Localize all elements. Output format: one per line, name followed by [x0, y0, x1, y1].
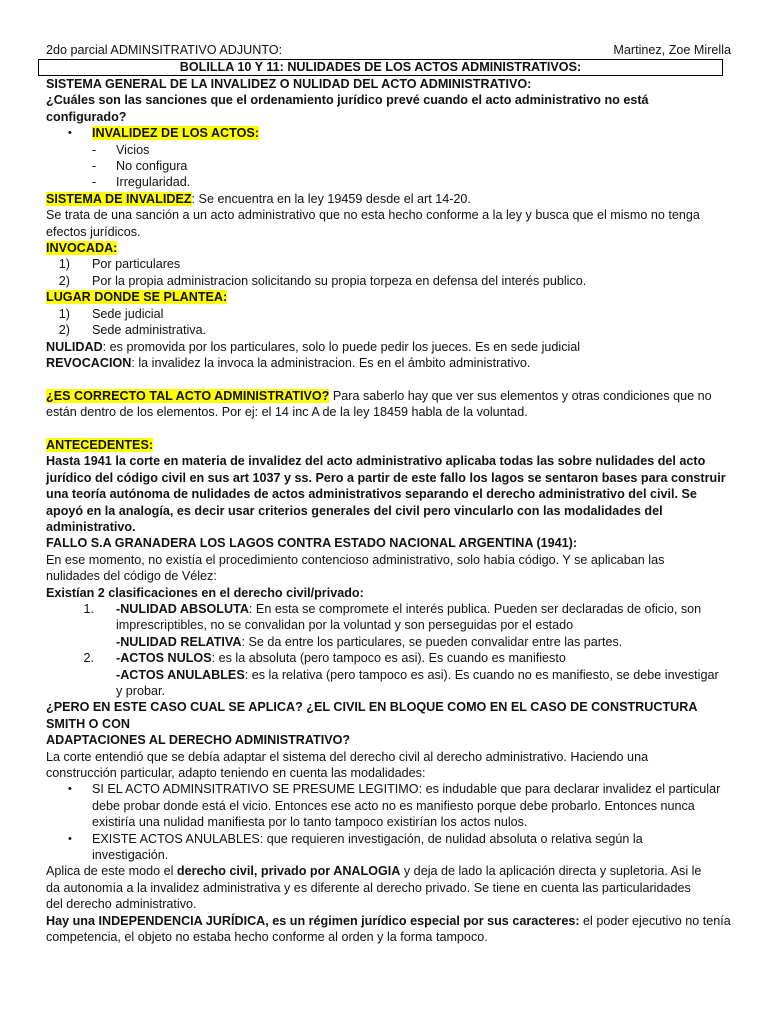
- paragraph-antecedentes-line: administrativo.: [46, 519, 136, 534]
- paragraph-aplica-3: del derecho administrativo.: [46, 897, 197, 912]
- paragraph-antecedentes-line: una teoría autónoma de nulidades de actos administrativos separando el derecho administrativo del civil. Se: [46, 487, 697, 502]
- paragraph-antecedentes: Hasta 1941 la corte en materia de invalidez del acto administrativo aplicaba todas las sobre nulidades del acto: [46, 454, 706, 469]
- paragraph-sistema-desc-2: efectos jurídicos.: [46, 224, 141, 239]
- list-item: - No configura: [92, 159, 188, 174]
- paragraph-aplica: Aplica de este modo el derecho civil, privado por ANALOGIA y deja de lado la aplicación directa y supletoria. Asi le: [46, 864, 702, 879]
- clasificaciones-list: [46, 601, 731, 699]
- heading-existian: Existían 2 clasificaciones en el derecho civil/privado:: [46, 585, 364, 600]
- list-item: 1) Sede judicial: [58, 306, 164, 321]
- list-item-continuation: imprescriptibles, no se convalidan por la voluntad y son perseguidas por el estado: [116, 618, 574, 633]
- paragraph-fallo: En ese momento, no existía el procedimiento contencioso administrativo, solo había código. Y se aplicaban las: [46, 552, 665, 567]
- header-author: Martinez, Zoe Mirella: [613, 43, 731, 57]
- bullet-invalidez: [46, 125, 731, 141]
- paragraph-revocacion: REVOCACION: la invalidez la invoca la administracion. Es en el ámbito administrativo.: [46, 355, 531, 370]
- paragraph-independencia-2: competencia, el objeto no estaba hecho conforme al orden y la forma tampoco.: [46, 930, 488, 945]
- document-title: BOLILLA 10 Y 11: NULIDADES DE LOS ACTOS ADMINISTRATIVOS:: [38, 59, 723, 76]
- paragraph-sistema-desc: Se trata de una sanción a un acto administrativo que no esta hecho conforme a la ley y busca que el mismo no tenga: [46, 208, 700, 223]
- paragraph-antecedentes-line: apoyó en la analogía, es decir usar criterios generales del civil pero vincularlo con las modalidades del: [46, 503, 663, 518]
- list-item: 2. -ACTOS NULOS: es la absoluta (pero tampoco es asi). Es cuando es manifiesto: [83, 651, 566, 666]
- lugar-list: [46, 306, 731, 339]
- bullet-icon: •: [68, 832, 72, 845]
- dash-list: [46, 142, 731, 191]
- paragraph-independencia: Hay una INDEPENDENCIA JURÍDICA, es un régimen jurídico especial por sus caracteres: el poder ejecutivo no tenía: [46, 913, 731, 928]
- paragraph-correcto-2: están dentro de los elementos. Por ej: el 14 inc A de la ley 18459 habla de la voluntad.: [46, 405, 528, 420]
- question-pero-2: ADAPTACIONES AL DERECHO ADMINISTRATIVO?: [46, 733, 351, 748]
- list-item: - Vicios: [92, 142, 150, 157]
- list-item-continuation: -ACTOS ANULABLES: es la relativa (pero tampoco es asi). Es cuando no es manifiesto, se debe investigar: [116, 667, 719, 682]
- label-invocada: INVOCADA:: [46, 241, 118, 256]
- page-header: [46, 42, 731, 59]
- label-invalidez-actos: INVALIDEZ DE LOS ACTOS:: [92, 126, 259, 141]
- question-sanciones: ¿Cuáles son las sanciones que el ordenamiento jurídico prevé cuando el acto administrativo no está configurado?: [46, 93, 649, 124]
- list-item: 2) Por la propia administracion solicitando su propia torpeza en defensa del interés publico.: [58, 273, 587, 288]
- heading-sistema-general: SISTEMA GENERAL DE LA INVALIDEZ O NULIDAD DEL ACTO ADMINISTRATIVO:: [46, 77, 532, 91]
- document-page: [46, 42, 731, 946]
- invocada-list: [46, 256, 731, 289]
- bullet-anulables: • EXISTE ACTOS ANULABLES: que requieren investigación, de nulidad absoluta o relativa según la investigación.: [46, 831, 731, 864]
- label-correcto: ¿ES CORRECTO TAL ACTO ADMINISTRATIVO?: [46, 388, 330, 403]
- bullet-icon: •: [68, 127, 72, 140]
- list-item-continuation: -NULIDAD RELATIVA: Se da entre los particulares, se pueden convalidar entre las partes.: [116, 634, 623, 649]
- paragraph-correcto: ¿ES CORRECTO TAL ACTO ADMINISTRATIVO? Para saberlo hay que ver sus elementos y otras condiciones que no: [46, 388, 712, 403]
- heading-fallo: FALLO S.A GRANADERA LOS LAGOS CONTRA ESTADO NACIONAL ARGENTINA (1941):: [46, 536, 578, 551]
- paragraph-corte: La corte entendió que se debía adaptar el sistema del derecho civil al derecho administrativo. Haciendo una: [46, 749, 649, 764]
- list-item: 1) Por particulares: [58, 257, 181, 272]
- list-item: 1. -NULIDAD ABSOLUTA: En esta se compromete el interés publica. Pueden ser declaradas de oficio, son: [83, 601, 702, 616]
- label-antecedentes: ANTECEDENTES:: [46, 437, 154, 452]
- bullet-legitimo: • SI EL ACTO ADMINSITRATIVO SE PRESUME LEGITIMO: es indudable que para declarar invalidez el particular debe probar donde está el vicio. Entonces ese acto no es manifiesto porque debe probarlo. Entonces nunca existiría una nulidad manifiesta por lo tanto tampoco existirían los actos nulos.: [46, 781, 731, 830]
- label-sistema-invalidez: SISTEMA DE INVALIDEZ: [46, 191, 192, 206]
- paragraph-nulidad: NULIDAD: es promovida por los particulares, solo lo puede pedir los jueces. Es en sede judicial: [46, 339, 581, 354]
- paragraph-sistema: SISTEMA DE INVALIDEZ: Se encuentra en la ley 19459 desde el art 14-20.: [46, 191, 471, 206]
- list-item: - Irregularidad.: [92, 175, 191, 190]
- list-item-continuation: y probar.: [116, 684, 166, 698]
- paragraph-fallo-2: nulidades del código de Vélez:: [46, 569, 217, 584]
- list-item: 2) Sede administrativa.: [58, 323, 207, 338]
- paragraph-aplica-2: da autonomía a la invalidez administrativa y es diferente al derecho privado. Se tiene en cuenta las particularidades: [46, 880, 691, 895]
- bullet-icon: •: [68, 783, 72, 796]
- label-lugar: LUGAR DONDE SE PLANTEA:: [46, 290, 228, 305]
- paragraph-corte-2: construcción particular, adapto teniendo en cuenta las modalidades:: [46, 766, 426, 781]
- paragraph-antecedentes-line: jurídico del código civil en sus art 1037 y ss. Pero a partir de este fallo los lagos se sentaron bases para construir: [46, 470, 726, 485]
- question-pero: ¿PERO EN ESTE CASO CUAL SE APLICA? ¿EL CIVIL EN BLOQUE COMO EN EL CASO DE CONSTRUCTURA SMITH O CON: [46, 700, 697, 731]
- header-course: 2do parcial ADMINSITRATIVO ADJUNTO:: [46, 43, 283, 57]
